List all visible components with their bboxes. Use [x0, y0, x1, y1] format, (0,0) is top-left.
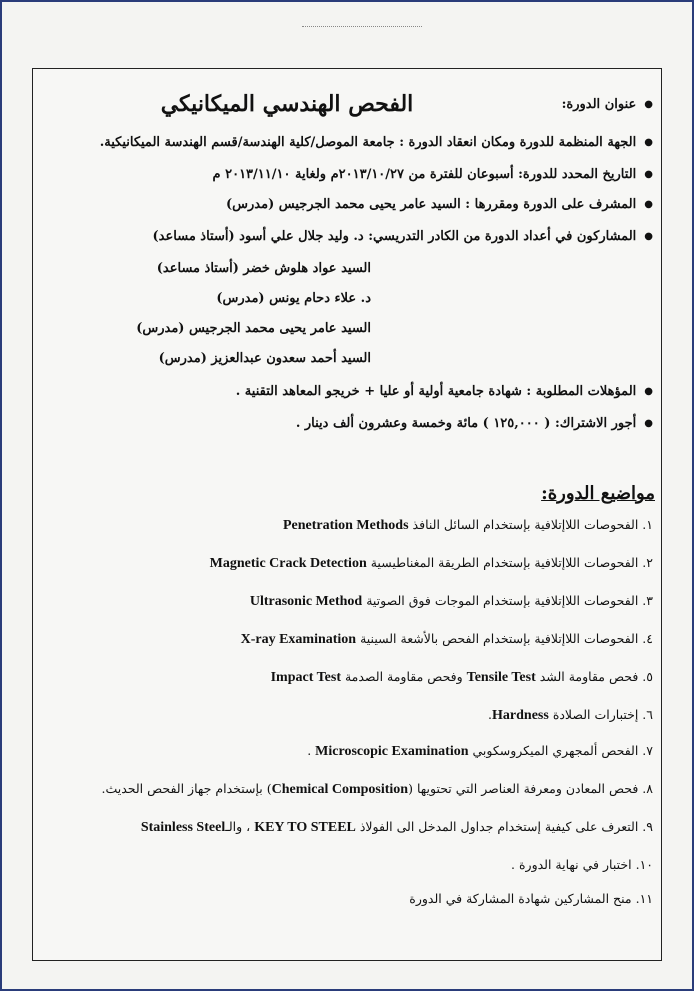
fee-line: ● أجور الاشتراك: ( ١٢٥,٠٠٠ ) مائة وخمسة وعشرون ألف دينار .	[296, 416, 653, 431]
topic-item: ٢. الفحوصات اللاإتلافية بإستخدام الطريقة المغناطيسية Magnetic Crack Detection	[209, 555, 653, 571]
page-title: الفحص الهندسي الميكانيكي	[160, 91, 414, 117]
topic-item: ٩. التعرف على كيفية إستخدام جداول المدخل الى الفولاذ KEY TO STEEL ، والـStainless Steel	[140, 819, 653, 835]
topic-item: ٤. الفحوصات اللاإتلافية بإستخدام الفحص بالأشعة السينية X-ray Examination	[240, 631, 653, 647]
participants-intro: ● المشاركون في أعداد الدورة من الكادر التدريسي: د. وليد جلال علي أسود (أستاذ مساعد)	[153, 229, 653, 244]
content-frame	[32, 68, 662, 961]
topic-item: ١٠. اختبار في نهاية الدورة .	[511, 857, 653, 872]
top-decoration	[302, 26, 422, 35]
topic-item: ٦. إختبارات الصلادة Hardness.	[488, 707, 653, 723]
dates-line: ● التاريخ المحدد للدورة: أسبوعان للفترة من ٢٠١٣/١٠/٢٧م ولغاية ٢٠١٣/١١/١٠ م	[213, 167, 653, 182]
topic-item: ١. الفحوصات اللاإتلافية بإستخدام السائل النافذ Penetration Methods	[282, 517, 653, 533]
topic-item: ٧. الفحص ألمجهري الميكروسكوبي Microscopic Examination .	[307, 743, 653, 759]
topic-item: ٥. فحص مقاومة الشد Tensile Test وفحص مقاومة الصدمة Impact Test	[270, 669, 653, 685]
topic-item: ١١. منح المشاركين شهادة المشاركة في الدورة	[409, 891, 653, 906]
topic-item: ٨. فحص المعادن ومعرفة العناصر التي تحتويها (Chemical Composition) بإستخدام جهاز الفحص الحديث.	[101, 781, 653, 797]
participant-1: السيد عواد هلوش خضر (أستاذ مساعد)	[156, 261, 371, 276]
topics-heading: مواضيع الدورة:	[541, 483, 655, 504]
course-title-label: ● عنوان الدورة:	[562, 97, 653, 112]
supervisor-line: ● المشرف على الدورة ومقررها : السيد عامر يحيى محمد الجرجيس (مدرس)	[226, 197, 653, 212]
organizer-line: ● الجهة المنظمة للدورة ومكان انعقاد الدورة : جامعة الموصل/كلية الهندسة/قسم الهندسة الميكانيكية.	[100, 135, 653, 150]
topic-item: ٣. الفحوصات اللاإتلافية بإستخدام الموجات فوق الصوتية Ultrasonic Method	[249, 593, 653, 609]
qualifications-line: ● المؤهلات المطلوبة : شهادة جامعية أولية أو عليا + خريجو المعاهد التقنية .	[236, 384, 653, 399]
participant-3: السيد عامر يحيى محمد الجرجيس (مدرس)	[136, 321, 371, 336]
participant-4: السيد أحمد سعدون عبدالعزيز (مدرس)	[158, 351, 371, 366]
participant-2: د. علاء دحام يونس (مدرس)	[216, 291, 371, 306]
